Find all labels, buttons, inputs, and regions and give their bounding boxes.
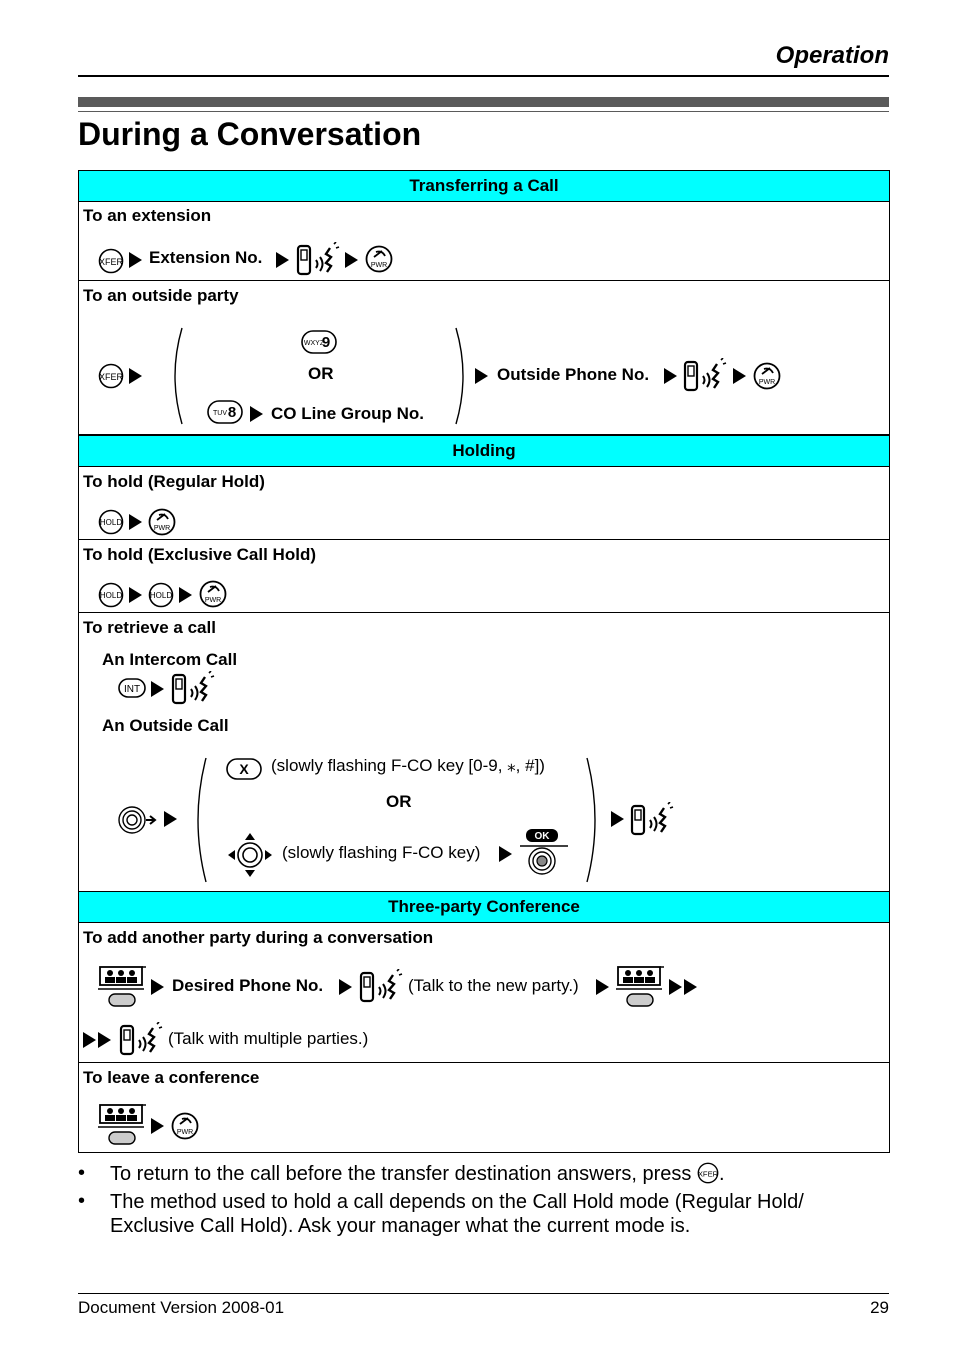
svg-text:XFER: XFER — [98, 372, 124, 382]
pwr-key-icon — [365, 245, 393, 273]
row-label: To hold (Regular Hold) — [83, 472, 265, 491]
or-text: OR — [308, 364, 334, 383]
hold-key-icon — [148, 582, 174, 608]
conference-key-icon — [98, 965, 148, 1009]
conference-key-icon — [616, 965, 666, 1009]
note-1-text: To return to the call before the transfer destination answers, press — [110, 1163, 692, 1185]
document-version: Document Version 2008-01 — [78, 1298, 285, 1317]
xfer-key-icon — [98, 248, 124, 274]
arrow-icon — [499, 846, 512, 862]
arrow-icon — [129, 368, 142, 384]
section-conference: Three-party Conference — [78, 891, 890, 923]
title-bar-thin — [78, 111, 889, 112]
svg-text:9: 9 — [321, 334, 331, 351]
arrow-icon — [684, 979, 697, 995]
extension-no-text: Extension No. — [149, 248, 263, 267]
svg-text:OK: OK — [534, 831, 550, 842]
arrow-icon — [151, 681, 164, 697]
arrow-icon — [345, 252, 358, 268]
ok-key-icon — [520, 828, 568, 876]
arrow-icon — [475, 368, 488, 384]
pwr-key-icon — [753, 362, 781, 390]
pwr-key-icon — [171, 1112, 199, 1140]
talk-icon — [171, 671, 215, 707]
note-2: The method used to hold a call depends on the Call Hold mode (Regular Hold/ Exclusive Call Hold). Ask your manager what the current mode is. — [110, 1191, 804, 1237]
row-add-party — [78, 922, 890, 1063]
fco-key-icon — [226, 758, 262, 785]
left-bracket — [196, 756, 208, 884]
talk-new-party-text: (Talk to the new party.) — [408, 976, 579, 995]
outside-call-label: An Outside Call — [102, 716, 229, 735]
pwr-key-icon — [199, 580, 227, 608]
key-9-icon — [301, 330, 337, 354]
arrow-icon — [250, 406, 263, 422]
svg-text:8: 8 — [227, 404, 237, 421]
arrow-icon — [669, 979, 682, 995]
row-label: To hold (Exclusive Call Hold) — [83, 545, 316, 564]
conference-key-icon — [98, 1103, 148, 1147]
talk-icon — [630, 802, 674, 838]
key-8-icon — [207, 400, 243, 424]
bullet: • — [78, 1162, 86, 1184]
section-header: Operation — [775, 42, 889, 69]
row-retrieve-call — [78, 613, 890, 892]
right-bracket — [454, 326, 466, 426]
outside-phone-no-text: Outside Phone No. — [497, 365, 650, 384]
svg-text:XFER: XFER — [697, 1169, 719, 1179]
talk-icon — [296, 242, 340, 278]
arrow-icon — [164, 811, 177, 827]
arrow-icon — [98, 1032, 111, 1048]
row-to-extension — [78, 201, 890, 281]
intercom-call-label: An Intercom Call — [102, 650, 238, 669]
desired-phone-no-text: Desired Phone No. — [172, 976, 324, 995]
svg-text:XFER: XFER — [98, 257, 124, 267]
svg-text:X: X — [239, 761, 249, 777]
hold-key-icon — [98, 509, 124, 535]
arrow-icon — [129, 252, 142, 268]
row-leave-conference — [78, 1063, 890, 1153]
note-1-period: . — [718, 1163, 725, 1185]
flashing-line-icon — [118, 804, 158, 836]
talk-icon — [683, 358, 727, 394]
row-label: To leave a conference — [83, 1068, 260, 1087]
svg-text:HOLD: HOLD — [99, 518, 123, 527]
row-label: To retrieve a call — [83, 618, 216, 637]
page-title: During a Conversation — [78, 116, 422, 152]
row-label: To an extension — [83, 206, 212, 225]
section-holding: Holding — [78, 435, 890, 467]
arrow-icon — [611, 811, 624, 827]
arrow-icon — [733, 368, 746, 384]
arrow-icon — [151, 979, 164, 995]
xfer-key-icon — [697, 1162, 719, 1184]
left-bracket — [172, 326, 184, 426]
svg-text:INT: INT — [123, 684, 141, 695]
pwr-key-icon — [148, 508, 176, 536]
arrow-icon — [596, 979, 609, 995]
arrow-icon — [129, 587, 142, 603]
row-regular-hold — [78, 466, 890, 540]
row-label: To add another party during a conversation — [83, 928, 434, 947]
bullet: • — [78, 1190, 86, 1212]
row-label: To an outside party — [83, 286, 239, 305]
arrow-icon — [129, 514, 142, 530]
arrow-icon — [276, 252, 289, 268]
fco-key-text: (slowly flashing F-CO key [0-9, ⁎, #]) — [271, 756, 545, 775]
co-line-group-text: CO Line Group No. — [271, 404, 424, 423]
row-to-outside-party — [78, 281, 890, 435]
row-exclusive-hold — [78, 540, 890, 613]
or-text: OR — [386, 792, 412, 811]
right-bracket — [585, 756, 597, 884]
svg-text:HOLD: HOLD — [99, 591, 123, 600]
svg-text:TUV: TUV — [213, 410, 227, 417]
hold-key-icon — [98, 582, 124, 608]
svg-text:HOLD: HOLD — [149, 591, 173, 600]
arrow-icon — [179, 587, 192, 603]
note-1 — [110, 1162, 870, 1186]
navigator-key-icon — [226, 831, 274, 879]
svg-text:WXYZ: WXYZ — [303, 340, 325, 347]
arrow-icon — [664, 368, 677, 384]
footer-rule — [78, 1293, 889, 1294]
talk-multi-text: (Talk with multiple parties.) — [168, 1029, 369, 1048]
talk-icon — [359, 969, 403, 1005]
xfer-key-icon — [98, 363, 124, 389]
page-number: 29 — [870, 1298, 889, 1317]
arrow-icon — [83, 1032, 96, 1048]
int-key-icon — [118, 678, 146, 703]
talk-icon — [119, 1022, 163, 1058]
arrow-icon — [339, 979, 352, 995]
nav-key-text: (slowly flashing F-CO key) — [282, 843, 481, 862]
title-bar — [78, 97, 889, 107]
section-transferring: Transferring a Call — [78, 170, 890, 202]
arrow-icon — [151, 1118, 164, 1134]
header-rule — [78, 75, 889, 77]
